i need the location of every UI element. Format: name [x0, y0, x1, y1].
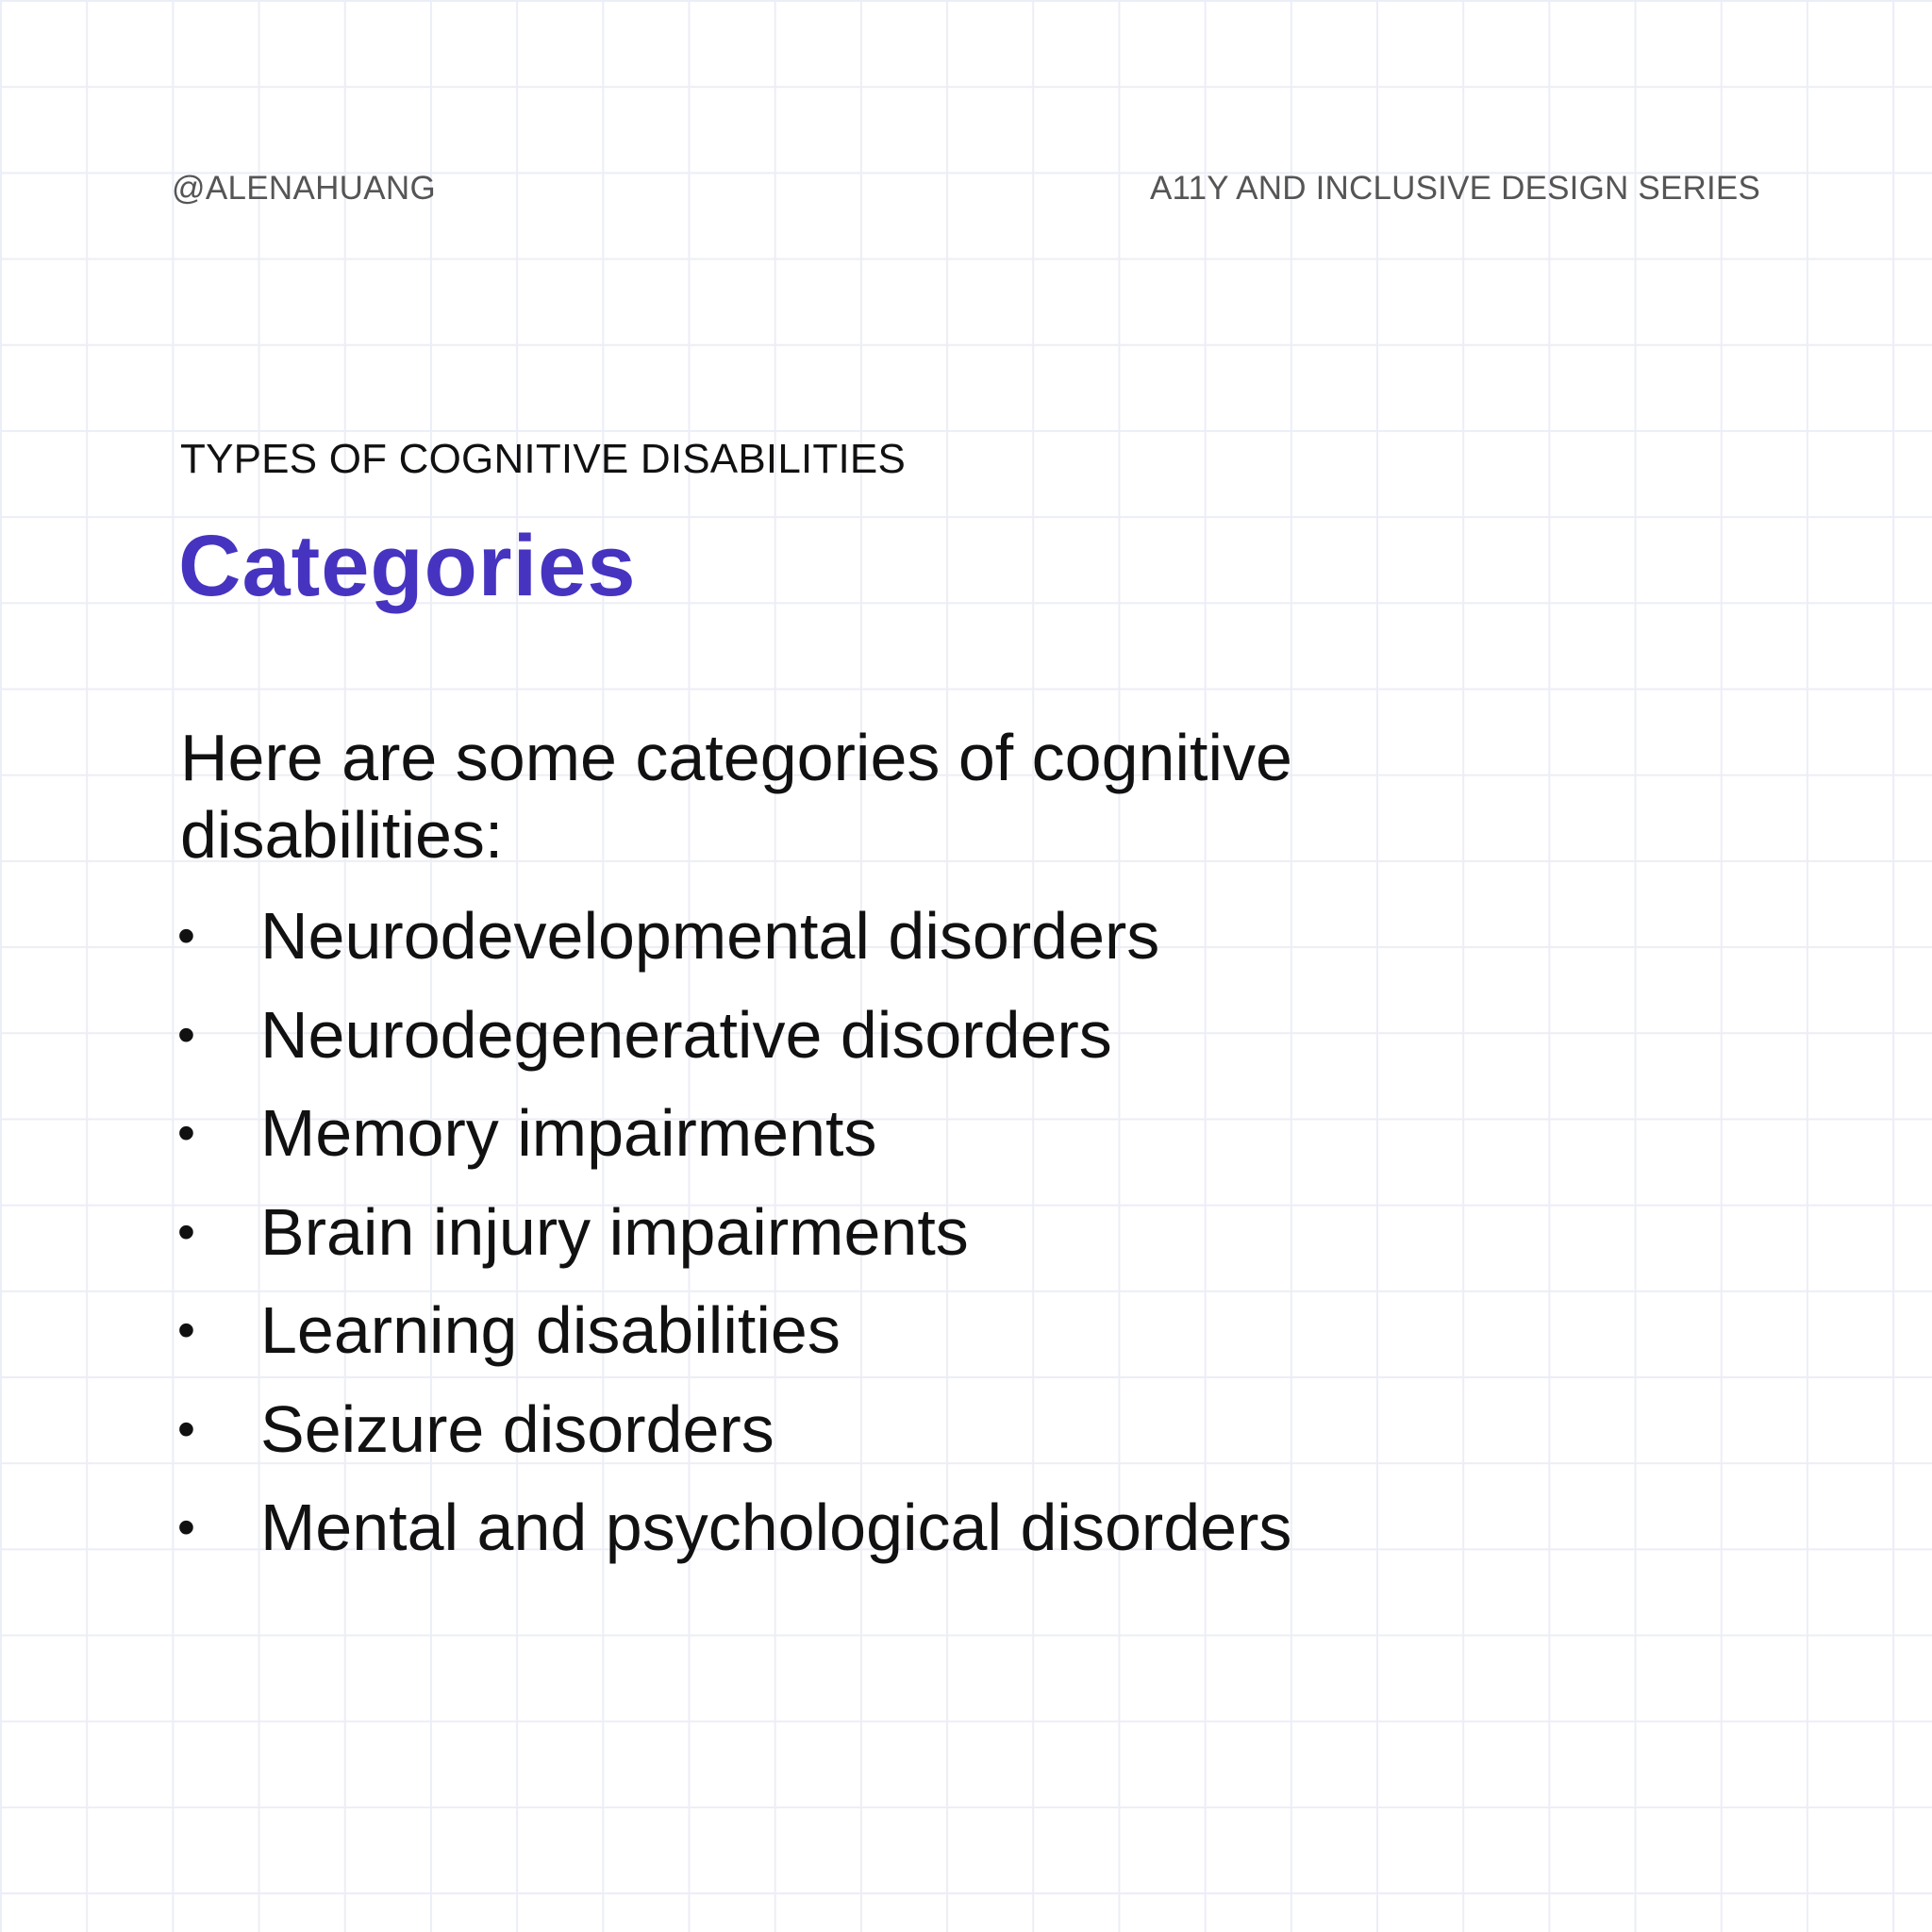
bullet-icon: •	[177, 1006, 195, 1063]
bullet-icon: •	[177, 908, 195, 964]
intro-paragraph: Here are some categories of cognitive disabilities:	[180, 721, 1292, 872]
list-item-label: Neurodevelopmental disorders	[260, 899, 1160, 973]
bullet-icon: •	[177, 1105, 195, 1161]
list-item-label: Learning disabilities	[260, 1293, 841, 1367]
author-handle: @ALENAHUANG	[172, 170, 437, 207]
list-item-label: Memory impairments	[260, 1096, 877, 1170]
bullet-icon: •	[177, 1203, 195, 1260]
list-item-label: Neurodegenerative disorders	[260, 997, 1112, 1072]
bullet-icon: •	[177, 1499, 195, 1556]
header-bar	[172, 170, 1760, 217]
page-title: Categories	[178, 518, 637, 614]
list-item-label: Seizure disorders	[260, 1391, 774, 1466]
bullet-icon: •	[177, 1400, 195, 1457]
list-item-label: Mental and psychological disorders	[260, 1491, 1292, 1564]
section-eyebrow: TYPES OF COGNITIVE DISABILITIES	[180, 436, 907, 482]
series-label: A11Y AND INCLUSIVE DESIGN SERIES	[1150, 170, 1760, 207]
bullet-icon: •	[177, 1302, 195, 1358]
list-item-label: Brain injury impairments	[260, 1194, 969, 1269]
